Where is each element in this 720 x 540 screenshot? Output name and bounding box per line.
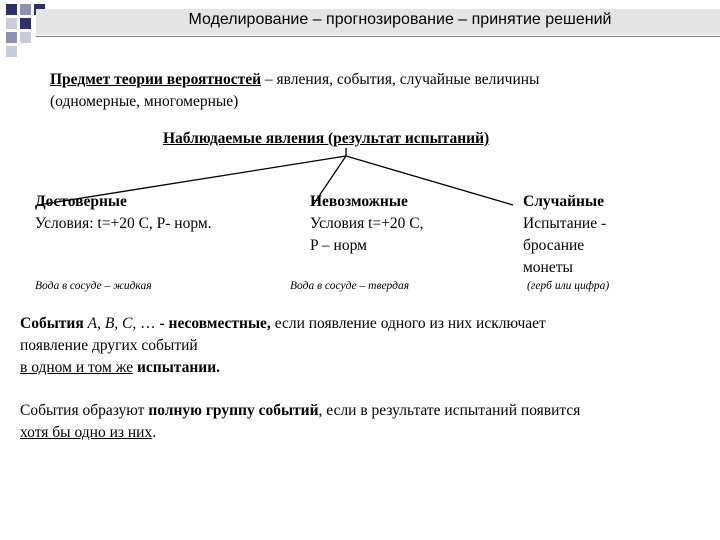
column-random-line3: монеты (523, 259, 573, 276)
incompatible-bold: - несовместные, (159, 315, 271, 332)
column-impossible-line2: P – норм (310, 237, 367, 254)
incompatible-line3-bold: испытании. (133, 359, 221, 376)
incompatible-rest: если появление одного из них исключает (270, 315, 546, 332)
column-certain-heading: Достоверные (35, 193, 127, 210)
column-certain-example: Вода в сосуде – жидкая (35, 280, 152, 292)
subject-rest: – явления, события, случайные величины (261, 71, 540, 88)
column-random-example: (герб или цифра) (527, 280, 610, 292)
full-group-underlined: хотя бы одно из них (20, 424, 153, 441)
column-impossible-line1: Условия t=+20 C, (310, 215, 424, 232)
column-impossible-example: Вода в сосуде – твердая (290, 280, 410, 292)
incompatible-dots: … (136, 315, 160, 332)
column-random-heading: Случайные (523, 193, 604, 210)
column-certain (35, 191, 275, 235)
full-group-term: полную группу событий (148, 402, 319, 419)
incompatible-paragraph (20, 313, 710, 379)
full-group-period: . (152, 424, 157, 441)
full-group-text-c: , если в результате испытаний появится (318, 402, 581, 419)
full-group-text-a: События образуют (20, 402, 149, 419)
page-title: Моделирование – прогнозирование – принятие решений (188, 11, 612, 28)
column-random-line1: Испытание - (523, 215, 607, 232)
observed-heading: Наблюдаемые явления (результат испытаний) (163, 130, 490, 147)
incompatible-letters: A, B, C, (87, 315, 137, 332)
incompatible-line3-underlined: в одном и том же (20, 359, 134, 376)
column-random (523, 191, 673, 279)
column-impossible (310, 191, 510, 257)
column-impossible-heading: Невозможные (310, 193, 408, 210)
subject-line2: (одномерные, многомерные) (50, 93, 239, 110)
incompatible-line2: появление других событий (20, 337, 198, 354)
column-certain-conditions: Условия: t=+20 C, P- норм. (35, 215, 212, 232)
subject-label: Предмет теории вероятностей (50, 71, 262, 88)
full-group-paragraph (20, 400, 710, 444)
incompatible-word: События (20, 315, 84, 332)
column-random-line2: бросание (523, 237, 585, 254)
